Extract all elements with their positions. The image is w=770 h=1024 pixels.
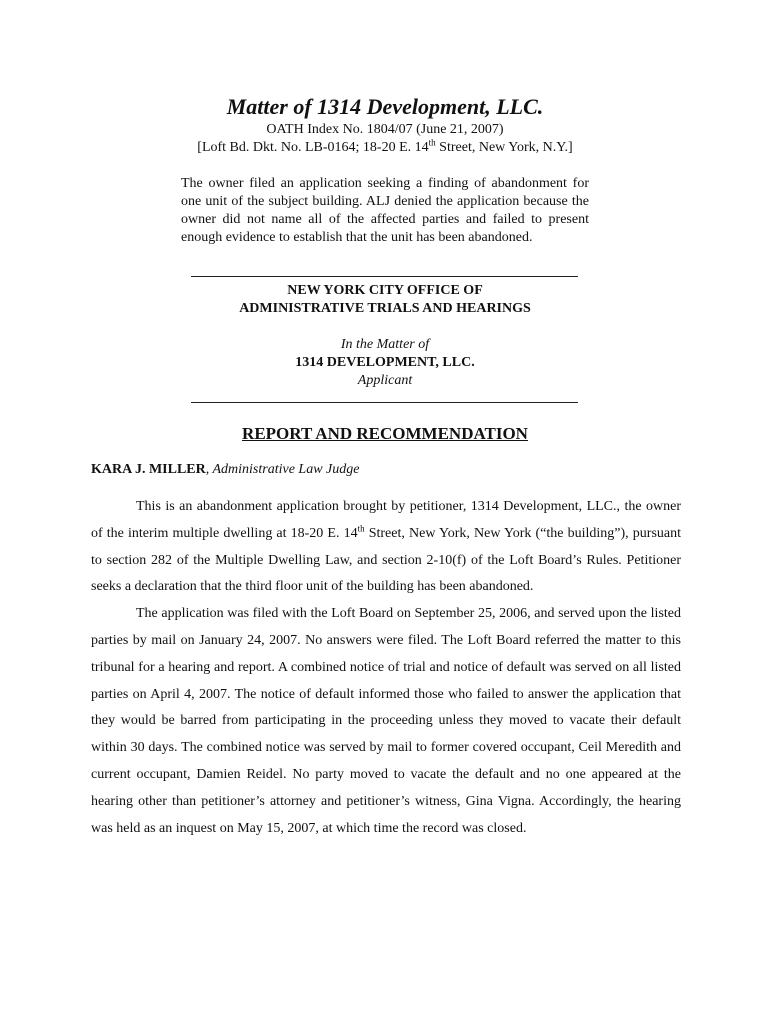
index-line: OATH Index No. 1804/07 (June 21, 2007) <box>266 122 504 137</box>
divider-top <box>191 276 578 277</box>
paragraph-2: The application was filed with the Loft Board on September 25, 2006, and served upon the listed parties by mail on January 24, 2007. No answers were filed. The Loft Board referred the matter to this tribunal for a hearing and report. A combined notice of trial and notice of default was served on all listed parties on April 4, 2007. The notice of default informed those who failed to answer the application that they would be barred from participating in the proceeding unless they moved to vacate their default within 30 days. The combined notice was served by mail to former covered occupant, Ceil Meredith and current occupant, Damien Reidel. No party moved to vacate the default and no one appeared at the hearing other than petitioner’s attorney and petitioner’s witness, Gina Vigna. Accordingly, the hearing was held as an inquest on May 15, 2007, at which time the record was closed. <box>91 606 681 836</box>
party-name: 1314 DEVELOPMENT, LLC. <box>295 355 475 370</box>
judge-title: , Administrative Law Judge <box>205 462 360 477</box>
in-the-matter: In the Matter of <box>340 337 430 352</box>
body-text <box>91 494 681 842</box>
divider-bottom <box>191 402 578 403</box>
docket-line <box>0 137 770 156</box>
paragraph-1-post: Street, New York, New York (“the building”), pursuant to section 282 of the Multiple Dwelling Law, and section 2-10(f) of the Loft Board’s Rules. Petitioner seeks a declaration that the third floor unit of the building has been abandoned. <box>91 525 681 595</box>
judge-line <box>91 462 359 478</box>
paragraph-1-sup: th <box>357 523 365 534</box>
judge-name: KARA J. MILLER <box>91 462 206 477</box>
docket-post: Street, New York, N.Y.] <box>435 140 573 155</box>
case-summary: The owner filed an application seeking a finding of abandonment for one unit of the subject building. ALJ denied the application because the owner did not name all of the affected parties and failed to present enough evidence to establish that the unit has been abandoned. <box>181 176 589 245</box>
case-title: Matter of 1314 Development, LLC. <box>226 94 544 119</box>
paragraph-1 <box>91 494 681 601</box>
report-heading: REPORT AND RECOMMENDATION <box>242 424 528 443</box>
paragraph-1-pre: This is an abandonment application brought by petitioner, 1314 Development, LLC., the owner of the interim multiple dwelling at 18-20 E. 14 <box>91 499 681 541</box>
agency-line-2: ADMINISTRATIVE TRIALS AND HEARINGS <box>239 301 531 316</box>
agency-line-1: NEW YORK CITY OFFICE OF <box>287 283 483 298</box>
docket-sup: th <box>428 137 436 148</box>
party-role: Applicant <box>357 373 413 388</box>
docket-pre: [Loft Bd. Dkt. No. LB-0164; 18-20 E. 14 <box>197 140 429 155</box>
